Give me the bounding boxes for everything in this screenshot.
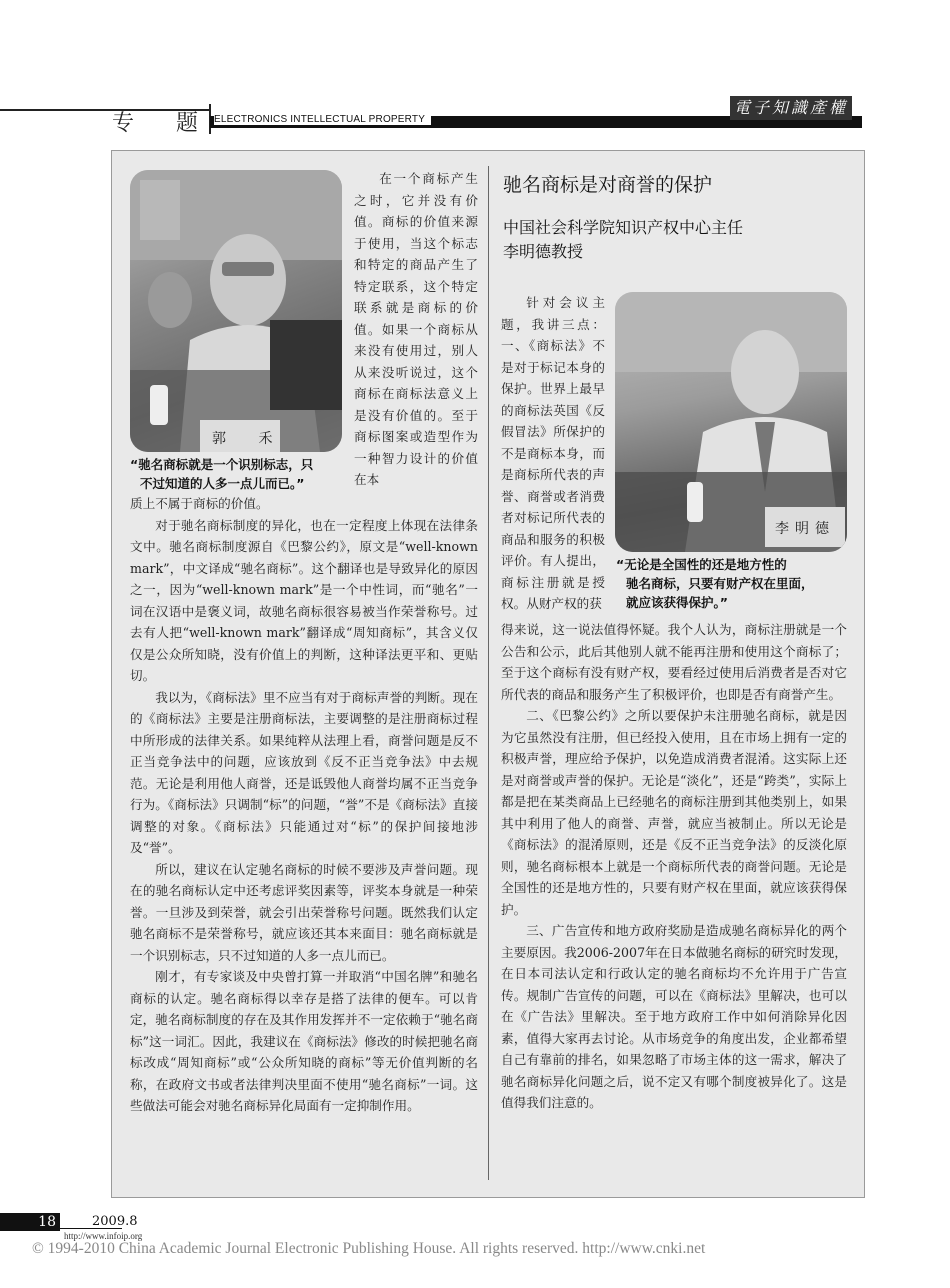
paragraph: 所以，建议在认定驰名商标的时候不要涉及声誉问题。现在的驰名商标认定中还考虑评奖因素等，评奖本身就是一种荣誉。一旦涉及到荣誉，就会引出荣誉称号问题。既然我们认定驰名商标不是荣誉称号，就应该还其本来面目：驰名商标就是一个识别标志，只不过知道的人多一点儿而已。: [130, 861, 478, 963]
issue-number: 2009.8: [92, 1214, 138, 1229]
journal-logo: 電子知識產權: [730, 96, 852, 120]
left-beside-photo-text: [354, 168, 478, 491]
author-block: [503, 216, 743, 264]
page-number: 18: [0, 1213, 60, 1231]
paragraph: 对于驰名商标制度的异化，也在一定程度上体现在法律条文中。驰名商标制度源自《巴黎公约》，原文是“well-known mark”，中文译成“驰名商标”。这个翻译也是导致异化的原因之一，因为“well-known mark”是一个中性词，而“驰名”一词在汉语中是褒义词，故驰名商标很容易被当作荣誉称号。过去有人把“well-known mark”翻译成“周知商标”，其含义仅仅是公众所知晓，没有价值上的判断，这种译法更平和、更贴切。: [130, 517, 478, 683]
photo-illustration: [130, 170, 342, 452]
nameplate-guo-he: 郭 禾: [212, 431, 287, 447]
section-label-char1: 专: [112, 111, 135, 136]
paragraph: 得来说，这一说法值得怀疑。我个人认为，商标注册就是一个公告和公示，此后其他别人就不能再注册和使用这个商标了；至于这个商标有没有财产权，要看经过使用后消费者是否对它所代表的商品和服务产生了积极评价，也即是否有商誉产生。: [501, 622, 847, 702]
journal-english-title: ELECTRONICS INTELLECTUAL PROPERTY: [214, 114, 431, 125]
copyright-notice: © 1994-2010 China Academic Journal Electronic Publishing House. All rights reserved. http://www.cnki.net: [32, 1240, 706, 1257]
left-photo-caption: [130, 455, 350, 493]
author-name: 李明德教授: [503, 242, 584, 261]
paragraph: 在一个商标产生之时，它并没有价值。商标的价值来源于使用，当这个标志和特定的商品产生了特定联系，这个特定联系就是商标的价值。如果一个商标从来没有使用过，别人从来没听说过，这个商标在商标法意义上是没有价值的。至于商标图案或造型作为一种智力设计的价值在本: [354, 171, 478, 487]
caption-line: 就应该获得保护。”: [626, 595, 728, 610]
caption-line: 驰名商标，只要有财产权在里面，: [626, 576, 814, 591]
caption-line: 不过知道的人多一点儿而已。”: [140, 476, 305, 491]
right-photo-caption: [616, 555, 856, 612]
right-beside-photo-text: [501, 292, 605, 615]
paragraph: 三、广告宣传和地方政府奖励是造成驰名商标异化的两个主要原因。我2006-2007年在日本做驰名商标的研究时发现，在日本司法认定和行政认定的驰名商标均不允许用于广告宣传。规制广告宣传的问题，可以在《商标法》里解决，也可以在《广告法》里解决。至于地方政府工作中如何消除异化因素，值得大家再去讨论。从市场竞争的角度出发，企业都希望自己有靠前的排名，如果忽略了市场主体的这一需求，解决了驰名商标异化问题之后，说不定又有哪个制度被异化了。这是值得我们注意的。: [501, 923, 847, 1110]
left-column-body: [130, 493, 478, 1117]
speaker-photo-li-mingde: [615, 292, 847, 552]
nameplate-li-mingde: 李明德: [775, 521, 835, 537]
section-label-char2: 题: [176, 111, 199, 136]
caption-line: “驰名商标就是一个识别标志，只: [130, 457, 314, 472]
column-divider: [488, 166, 489, 1180]
paragraph: 二、《巴黎公约》之所以要保护未注册驰名商标，就是因为它虽然没有注册，但已经投入使用，且在市场上拥有一定的积极声誉，理应给予保护，以免造成消费者混淆。这实际上还是对商誉或声誉的保护。无论是“淡化”，还是“跨类”，实际上都是把在某类商品上已经驰名的商标注册到其他类别上，如果其中利用了他人的商誉、声誉，就应当被制止。所以无论是《商标法》的混淆原则，还是《反不正当竞争法》的反淡化原则，驰名商标根本上就是一个商标所代表的商誉问题。无论是全国性的还是地方性的，只要有财产权在里面，就应该获得保护。: [501, 708, 847, 917]
journal-website: http://www.infoip.org: [64, 1231, 143, 1241]
right-column-body: [501, 619, 847, 1114]
article-title: 驰名商标是对商誉的保护: [503, 174, 713, 196]
caption-line: “无论是全国性的还是地方性的: [616, 557, 787, 572]
speaker-photo-guo-he: [130, 170, 342, 452]
paragraph: 质上不属于商标的价值。: [130, 496, 269, 511]
author-affiliation: 中国社会科学院知识产权中心主任: [503, 218, 744, 237]
paragraph: 针对会议主题，我讲三点：一、《商标法》不是对于标记本身的保护。世界上最早的商标法英国《反假冒法》所保护的不是商标本身，而是商标所代表的声誉、商誉或者消费者对标记所代表的商品和服务的积极评价。有人提出，商标注册就是授权。从财产权的获: [501, 295, 605, 611]
paragraph: 刚才，有专家谈及中央曾打算一并取消“中国名牌”和驰名商标的认定。驰名商标得以幸存是搭了法律的便车。可以肯定，驰名商标制度的存在及其作用发挥并不一定依赖于“驰名商标”这一词汇。因此，我建议在《商标法》修改的时候把驰名商标改成“周知商标”或“公众所知晓的商标”等无价值判断的名称，在政府文书或者法律判决里面不使用“驰名商标”一词。这些做法可能会对驰名商标异化局面有一定抑制作用。: [130, 969, 478, 1113]
photo-illustration: [615, 292, 847, 552]
paragraph: 我以为，《商标法》里不应当有对于商标声誉的判断。现在的《商标法》主要是注册商标法，主要调整的是注册商标过程中所形成的法律关系。如果纯粹从法理上看，商誉问题是反不正当竞争法中的问题，应该放到《反不正当竞争法》中去规范。无论是利用他人商誉，还是诋毁他人商誉均属不正当竞争行为。《商标法》只调制“标”的问题，“誉”不是《商标法》直接调整的对象。《商标法》只能通过对“标”的保护间接地涉及“誉”。: [130, 689, 478, 855]
